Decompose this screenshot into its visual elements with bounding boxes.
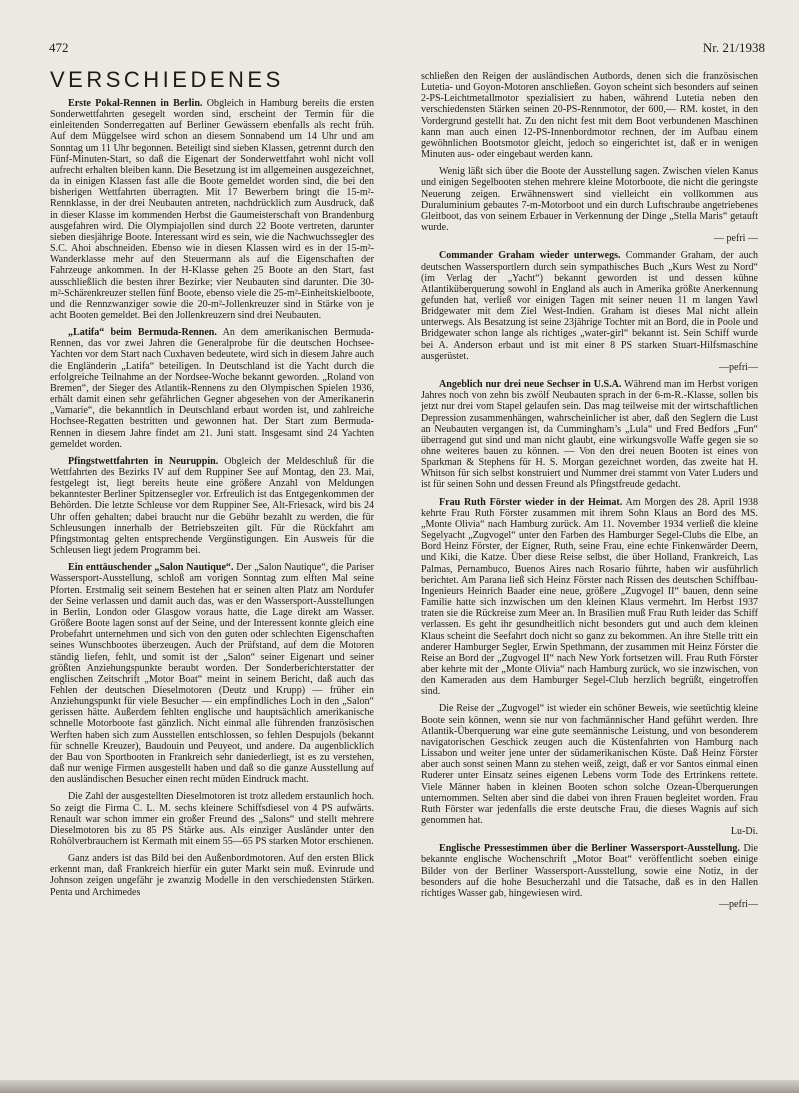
article-text: Am Morgen des 28. April 1938 kehrte Frau Ruth Förster zusammen mit ihrem Sohn Klaus an Bord des MS. „Monte Olivia“ nach Hamburg zurück. Am 11. November 1934 verließ die kleine Segelyacht „Zugvogel“ unter den Farben des Hamburger Segel-Clubs die Elbe, an Bord Heinz Förster, der Eigner, Ruth, seine Frau, eine echte Finkenwärder Deern, und Kiki, die Katze. Über diese Reise selbst, die über Holland, Frankreich, Las Palmas, Pernambuco, Buenos Aires nach Rosario führte, haben wir ausführlich berichtet. Am Parana ließ sich Heinz Förster nach Rissen des deutschen Schiffbau-Ingenieurs Heinrich Baader eine neue, größere „Zugvogel II“ bauen, denn seine Familie hatte sich inzwischen um den kleinen Klaus vermehrt. Im Herbst 1937 traten sie die Rückreise zum Meer an. In Brasilien muß Frau Ruth leider das Schiff verlassen. Es geht ihr gesundheitlich nicht besonders gut und auch dem kleinen Klaus scheint die Seefahrt doch nicht so ganz zu bekommen. An ihre Stelle tritt ein anderer Hamburger Segler, Erwin Spethmann, der zusammen mit Heinz Förster die Reise an Bord der „Zugvogel II“ nach New York fortsetzen will. Frau Ruth Förster aber kehrte mit der „Monte Olivia“ nach Hamburg zurück, wo sie inzwischen, von den Kameraden aus dem Hamburger Segel-Club herzlich begrüßt, eingetroffen sind. — [421, 496, 758, 698]
article-paragraph — [50, 456, 374, 556]
article-title: Angeblich nur drei neue Sechser in U.S.A. — [439, 379, 622, 391]
article-paragraph — [50, 562, 374, 785]
article-text: Die Reise der „Zugvogel“ ist wieder ein schöner Beweis, wie seetüchtig kleine Boote sein können, wenn sie nur von fachmännischer Hand geführt werden. Ihre Atlantik-Überquerung war eine gute seemännische Leistung, und von besonderem navigatorischen Geschick zeugen auch die Küstenfahrten von Hamburg nach Lissabon und weiter jene unter der südamerikanischen Küste. Daß Heinz Förster aber auch sonst seinen Mann zu stehen weiß, zeigt, daß er vor Santos einmal einen Ruderer unter Einsatz seines eigenen Lebens vorm Tode des Ertrinkens rettete. Viele Männer haben in kleinen Booten schon solche Ozean-Überquerungen unternommen. Selten aber sind die dabei von ihren Frauen begleitet worden. Frau Ruth Förster war jedenfalls die erste deutsche Frau, die dieses Wagnis auf sich genommen hat. — [421, 703, 758, 826]
article-text: An dem amerikanischen Bermuda-Rennen, das vor zwei Jahren die Generalprobe für die deutschen Hochsee-Yachten vor dem Start nach Cuxhaven bedeutete, wird sich in diesem Jahre auch die Engländerin „Latifa“ beteiligen. In Deutschland ist die Yacht durch die erfolgreiche Teilnahme an der Nordsee-Woche bekannt geworden. „Roland von Bremen“, der Sieger des Atlantik-Rennens zu den Olympischen Spielen 1936, erhält damit einen sehr gefährlichen Gegner abgesehen von der Amerikanerin „Vamarie“, die bekanntlich in Deutschland erbaut worden ist, und zahlreiche Hochsee-Regatten bestritten und gewonnen hat. Der Start zum Bermuda-Rennen in diesem Jahre findet am 21. Juni statt. Insgesamt sind 24 Yachten gemeldet worden. — [50, 327, 375, 450]
right-column — [421, 71, 758, 916]
article-title: Englische Pressestimmen über die Berliner Wassersport-Ausstellung. — [439, 843, 740, 855]
article-title: „Latifa“ beim Bermuda-Rennen. — [68, 327, 217, 339]
page-bottom-edge — [0, 1080, 799, 1093]
article-text: Die Zahl der ausgestellten Dieselmotoren ist trotz alledem erstaunlich hoch. So zeigt die Firma C. L. M. sechs kleinere Schiffsdiesel von 4 PS aufwärts. Renault war schon immer ein großer Freund des „Salons“ und stellt mehrere Dieselmotoren bis zu 85 PS Stärke aus. Als einziger Ausländer unter den Rohölverbrauchern ist Kermath mit einem 55—65 PS starken Motor erschienen. — [50, 791, 374, 847]
article-paragraph — [50, 327, 374, 450]
article-paragraph — [421, 497, 758, 698]
article-paragraph — [50, 791, 374, 847]
issue-number: Nr. 21/1938 — [702, 40, 765, 55]
article-paragraph — [421, 379, 758, 491]
article-paragraph — [50, 853, 374, 898]
article-title: Frau Ruth Förster wieder in der Heimat. — [439, 496, 623, 508]
author-signature: —pefri— — [718, 899, 758, 911]
article-paragraph — [421, 703, 758, 837]
left-column — [50, 98, 374, 904]
article-text: schließen den Reigen der ausländischen Autbords, denen sich die französischen Lutetia- und Goyon-Motoren anschließen. Goyon scheint sich besonders auf seinen 2-PS-Leichtmetallmotor spezialisiert zu haben, während Lutetia neben den verschiedensten Stärken seinen 20-PS-Rennmotor, der 600,— RM. kostet, in den Vordergrund gestellt hat. Zu den nicht fest mit dem Boot verbundenen Maschinen kann man auch einen 12-PS-Innenbordmotor rechnen, der im Aufbau einem gewöhnlichen Bootsmotor gleicht, jedoch so eingerichtet ist, daß er in wenigen Minuten aus- oder eingebaut werden kann. — [421, 71, 758, 161]
author-signature: —pefri— — [718, 361, 758, 373]
article-text: Während man im Herbst vorigen Jahres noch von zehn bis zwölf Neubauten sprach in der 6-m-R.-Klasse, sollen bis jetzt nur drei vom Stapel gelaufen sein. Das mag teilweise mit der wirtschaftlichen Depression zusammenhängen, wahrscheinlicher ist aber, daß den Seglern die Lust an Neubauten vergangen ist, da Cummingham’s „Lula“ und Fred Bedfors „Fun“ überragend gut sind und man nicht glaubt, eine wirkungsvolle Waffe gegen sie so ohne weiteres bauen zu können. — Von den drei neuen Booten ist eines von Sparkman & Stephens für H. S. Morgan gezeichnet worden, das zweite hat H. Whitson für sich selbst konstruiert und Nummer drei stammt von Vater Luders und ist für seinen Sohn und dessen Freund als Pfingstfreude gedacht. — [421, 379, 759, 491]
article-text: Der „Salon Nautique“, die Pariser Wassersport-Ausstellung, schloß am vorigen Sonntag zum elften Mal seine Pforten. Erstmalig seit seinem Bestehen hat er seinen alten Platz am Nordufer der Seine verlassen und damit auch das, was er den Wassersport-Ausstellungen in Berlin, London oder Glasgow voraus hatte, die Lage direkt am Wasser. Größere Boote lagen sonst auf der Seine, und der Interessent konnte gleich eine Probefahrt unternehmen und sich von den guten oder schlechten Eigenschaften seines Wunschbootes überzeugen. Auch der Prüfstand, auf dem die Motoren ständig liefen, fehlt, und somit ist der „Salon“ seiner Eigenart und seiner größten Anziehungspunkte beraubt worden. Der Sonderberichterstatter der englischen Zeitschrift „Motor Boat“ meint in seinem Bericht, daß auch das Fehlen der deutschen Dieselmotoren (Deutz und Krupp) — früher ein Anziehungspunkt für viele Besucher — ein empfindliches Loch in den „Salon“ gerissen hätte. Außerdem fehlten englische und hauptsächlich amerikanische schnelle Motorboote fast gänzlich. Nicht einmal alle führenden französischen Werften haben sich zum Ausstellen entschlossen, so fehlen Despujols (bekannt für schnelle Kreuzer), Baudouin und Peuyeot, und andere. Da augenblicklich der Bau von Sportbooten in Frankreich sehr daniederliegt, ist es zu verstehen, daß nur wenige Firmen ausgestellt haben und daß so die ganze Ausstellung auf den ausländischen Besucher einen recht müden Eindruck macht. — [50, 562, 374, 786]
article-text: Die bekannte englische Wochenschrift „Motor Boat“ veröffentlicht soeben einige Bilder von der Berliner Wassersport-Ausstellung, sowie eine Notiz, in der besonders auf die hohe Besucherzahl und die Tatsache, daß es in den Hallen richtiges Wasser gab, hingewiesen wird. — [421, 843, 758, 899]
author-signature: — pefri — — [713, 233, 758, 245]
article-title: Erste Pokal-Rennen in Berlin. — [68, 98, 203, 109]
section-heading: VERSCHIEDENES — [50, 67, 284, 92]
article-title: Commander Graham wieder unterwegs. — [439, 250, 621, 262]
article-paragraph — [421, 71, 758, 160]
article-text: Commander Graham, der auch deutschen Wassersportlern durch sein sympathisches Buch „Kurs West zu Nord“ (im Verlag der „Yacht“) bekannt geworden ist und dessen kühne Atlantiküberquerung sowohl in England als auch in Amerika größte Anerkennung gefunden hat, verließ vor einigen Tagen mit seiner neuen 11 m langen Yawl Bridgewater mit dem Ziel West-Indien. Graham ist dieses Mal nicht allein unterwegs. Als Besatzung ist seine 23jährige Tochter mit an Bord, die in Poole und Bridgewater schon lange als richtiges „water-girl“ bekannt ist. Sein Schiff wurde bei A. Anderson erbaut und ist mit einer 8 PS starken Stuart-Hilfsmaschine ausgerüstet. — [421, 250, 758, 362]
article-paragraph — [421, 250, 758, 373]
article-text: Ganz anders ist das Bild bei den Außenbordmotoren. Auf den ersten Blick erkennt man, daß Frankreich hierfür ein guter Markt sein muß. Evinrude und Johnson zeigen ungefähr je zwanzig Modelle in den verschiedensten Stärken. Penta und Archimedes — [50, 853, 374, 898]
article-title: Pfingstwettfahrten in Neuruppin. — [68, 455, 219, 467]
article-text: Obgleich der Meldeschluß für die Wettfahrten des Bezirks IV auf dem Ruppiner See auf Montag, den 23. Mai, festgelegt ist, liegt bereits heute eine größere Anzahl von Meldungen bekanntester Berliner Spitzensegler vor. Erfreulich ist das Entgegenkommen der Behörden. Die letzte Schleuse vor dem Ruppiner See, Alt-Friesack, wird bis 24 Uhr offen gehalten; dabei braucht nur die Gebühr bezahlt zu werden, die für Schleusungen innerhalb der Betriebszeiten gilt. Für die Rückfahrt am Pfingstmontag gelten entsprechende Vergünstigungen. Ein Ausweis für die Schleusen liegt jedem Programm bei. — [50, 455, 374, 557]
article-text: Obgleich in Hamburg bereits die ersten Sonderwettfahrten gesegelt worden sind, erscheint der Termin für die einleitenden Sonderregatten auf Berliner Gewässern ebenfalls als recht früh. Auf dem Müggelsee wird schon an diesem Sonnabend um 14 Uhr und am Sonntag um 11 Uhr begonnen. Beteiligt sind sieben Klassen, getrennt durch den Fünf-Minuten-Start, so daß die Eigenart der Sonderwettfahrt wohl nicht voll aufrecht erhalten bleiben kann. Die Besetzung ist im allgemeinen ausgezeichnet, da in einigen Klassen fast alle die Boote gemeldet worden sind, die bei den bisherigen Wettfahrten überragten. Mit 17 Bewerbern bringt die 15-m²-Rennklasse, in der drei Neubauten antreten, nachdrücklich zum Ausdruck, daß in dieser Klasse im kommenden Herbst die Gaumeisterschaft von Brandenburg ausgefahren wird. Die Olympiajollen sind durch 22 Boote vertreten, darunter sieben diesjährige Boote. Interessant wird es sein, wie die Nachwuchssegler des S.C. Ahoi abschneiden. Ebenso wie in diesen Klassen wird es in der 15-m²-Wanderklasse mehr auf den Steuermann als auf die Eigenschaften der Fahrzeuge ankommen. In der H-Klasse gehen 25 Boote an den Start, fast ausschließlich die besten ihrer Bezirke; vier Neubauten sind darunter. Die 30-m²-Schärenkreuzer stellen fünf Boote, ebenso viele die 25-m²-Einheitskielboote, und die Rennzwanziger sowie die 20-m²-Jollenkreuzer sind in Stärke von je acht Booten gemeldet. Bei den Jollenkreuzern sind drei Neubauten. — [50, 98, 374, 321]
article-text: Wenig läßt sich über die Boote der Ausstellung sagen. Zwischen vielen Kanus und einigen Segelbooten stehen mehrere kleine Motorboote, die nicht die geringste Neuerung zeigen. Erwähnenswert sind vielleicht ein vollkommen aus Duraluminium gebautes 7-m-Motorboot und ein durch Luftschraube angetriebenes Gleitboot, das von seinem Erbauer in Verkennung der Dinge „Stella Maris“ getauft wurde. — [421, 166, 758, 234]
article-paragraph — [50, 98, 374, 321]
article-title: Ein enttäuschender „Salon Nautique“. — [68, 562, 234, 574]
author-signature: Lu-Di. — [730, 826, 758, 838]
article-paragraph — [421, 843, 758, 910]
article-paragraph — [421, 166, 758, 244]
page-number: 472 — [49, 40, 69, 55]
